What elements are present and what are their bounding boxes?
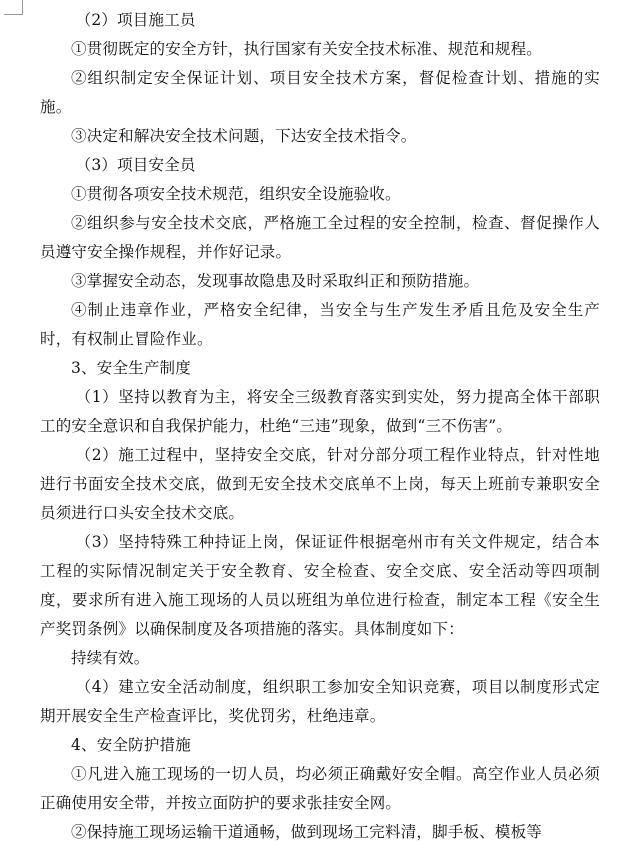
- page-corner-mark: [4, 0, 23, 15]
- section-heading-safety-officer: （3）项目安全员: [75, 156, 196, 174]
- paragraph: ③掌握安全动态，发现事故隐患及时采取纠正和预防措施。: [71, 272, 480, 290]
- paragraph: （4）建立安全活动制度，组织职工参加安全知识竞赛，项目以制度形式定期开展安全生产检查评比，奖优罚劣，杜绝违章。: [40, 678, 600, 725]
- paragraph: （1）坚持以教育为主，将安全三级教育落实到实处，努力提高全体干部职工的安全意识和自我保护能力，杜绝“三违”现象，做到“三不伤害”。: [40, 388, 600, 435]
- paragraph: 持续有效。: [71, 649, 150, 667]
- paragraph: （2）施工过程中，坚持安全交底，针对分部分项工程作业特点，针对性地进行书面安全技术交底，做到无安全技术交底单不上岗，每天上班前专兼职安全员须进行口头安全技术交底。: [40, 446, 600, 522]
- paragraph: ②组织参与安全技术交底，严格施工全过程的安全控制，检查、督促操作人员遵守安全操作规程，并作好记录。: [40, 214, 600, 261]
- section-heading-safety-system: 3、安全生产制度: [71, 359, 191, 377]
- paragraph: ①贯彻既定的安全方针，执行国家有关安全技术标准、规范和规程。: [71, 40, 543, 58]
- section-heading-protection-measures: 4、安全防护措施: [71, 736, 191, 754]
- paragraph: ②保持施工现场运输干道通畅，做到现场工完料清，脚手板、模板等: [71, 823, 543, 841]
- paragraph: ③决定和解决安全技术问题，下达安全技术指令。: [71, 127, 417, 145]
- paragraph: ①凡进入施工现场的一切人员，均必须正确戴好安全帽。高空作业人员必须正确使用安全带，并按立面防护的要求张挂安全网。: [40, 765, 600, 812]
- paragraph: ①贯彻各项安全技术规范，组织安全设施验收。: [71, 185, 401, 203]
- paragraph: ④制止违章作业，严格安全纪律，当安全与生产发生矛盾且危及安全生产时，有权制止冒险作业。: [40, 301, 600, 348]
- paragraph: ②组织制定安全保证计划、项目安全技术方案，督促检查计划、措施的实施。: [40, 69, 600, 116]
- section-heading-construction-officer: （2）项目施工员: [75, 11, 196, 29]
- paragraph: （3）坚持特殊工种持证上岗，保证证件根据亳州市有关文件规定，结合本工程的实际情况制定关于安全教育、安全检查、安全交底、安全活动等四项制度，要求所有进入施工现场的人员以班组为单位进行检查，制定本工程《安全生产奖罚条例》以确保制度及各项措施的落实。具体制度如下：: [40, 533, 600, 638]
